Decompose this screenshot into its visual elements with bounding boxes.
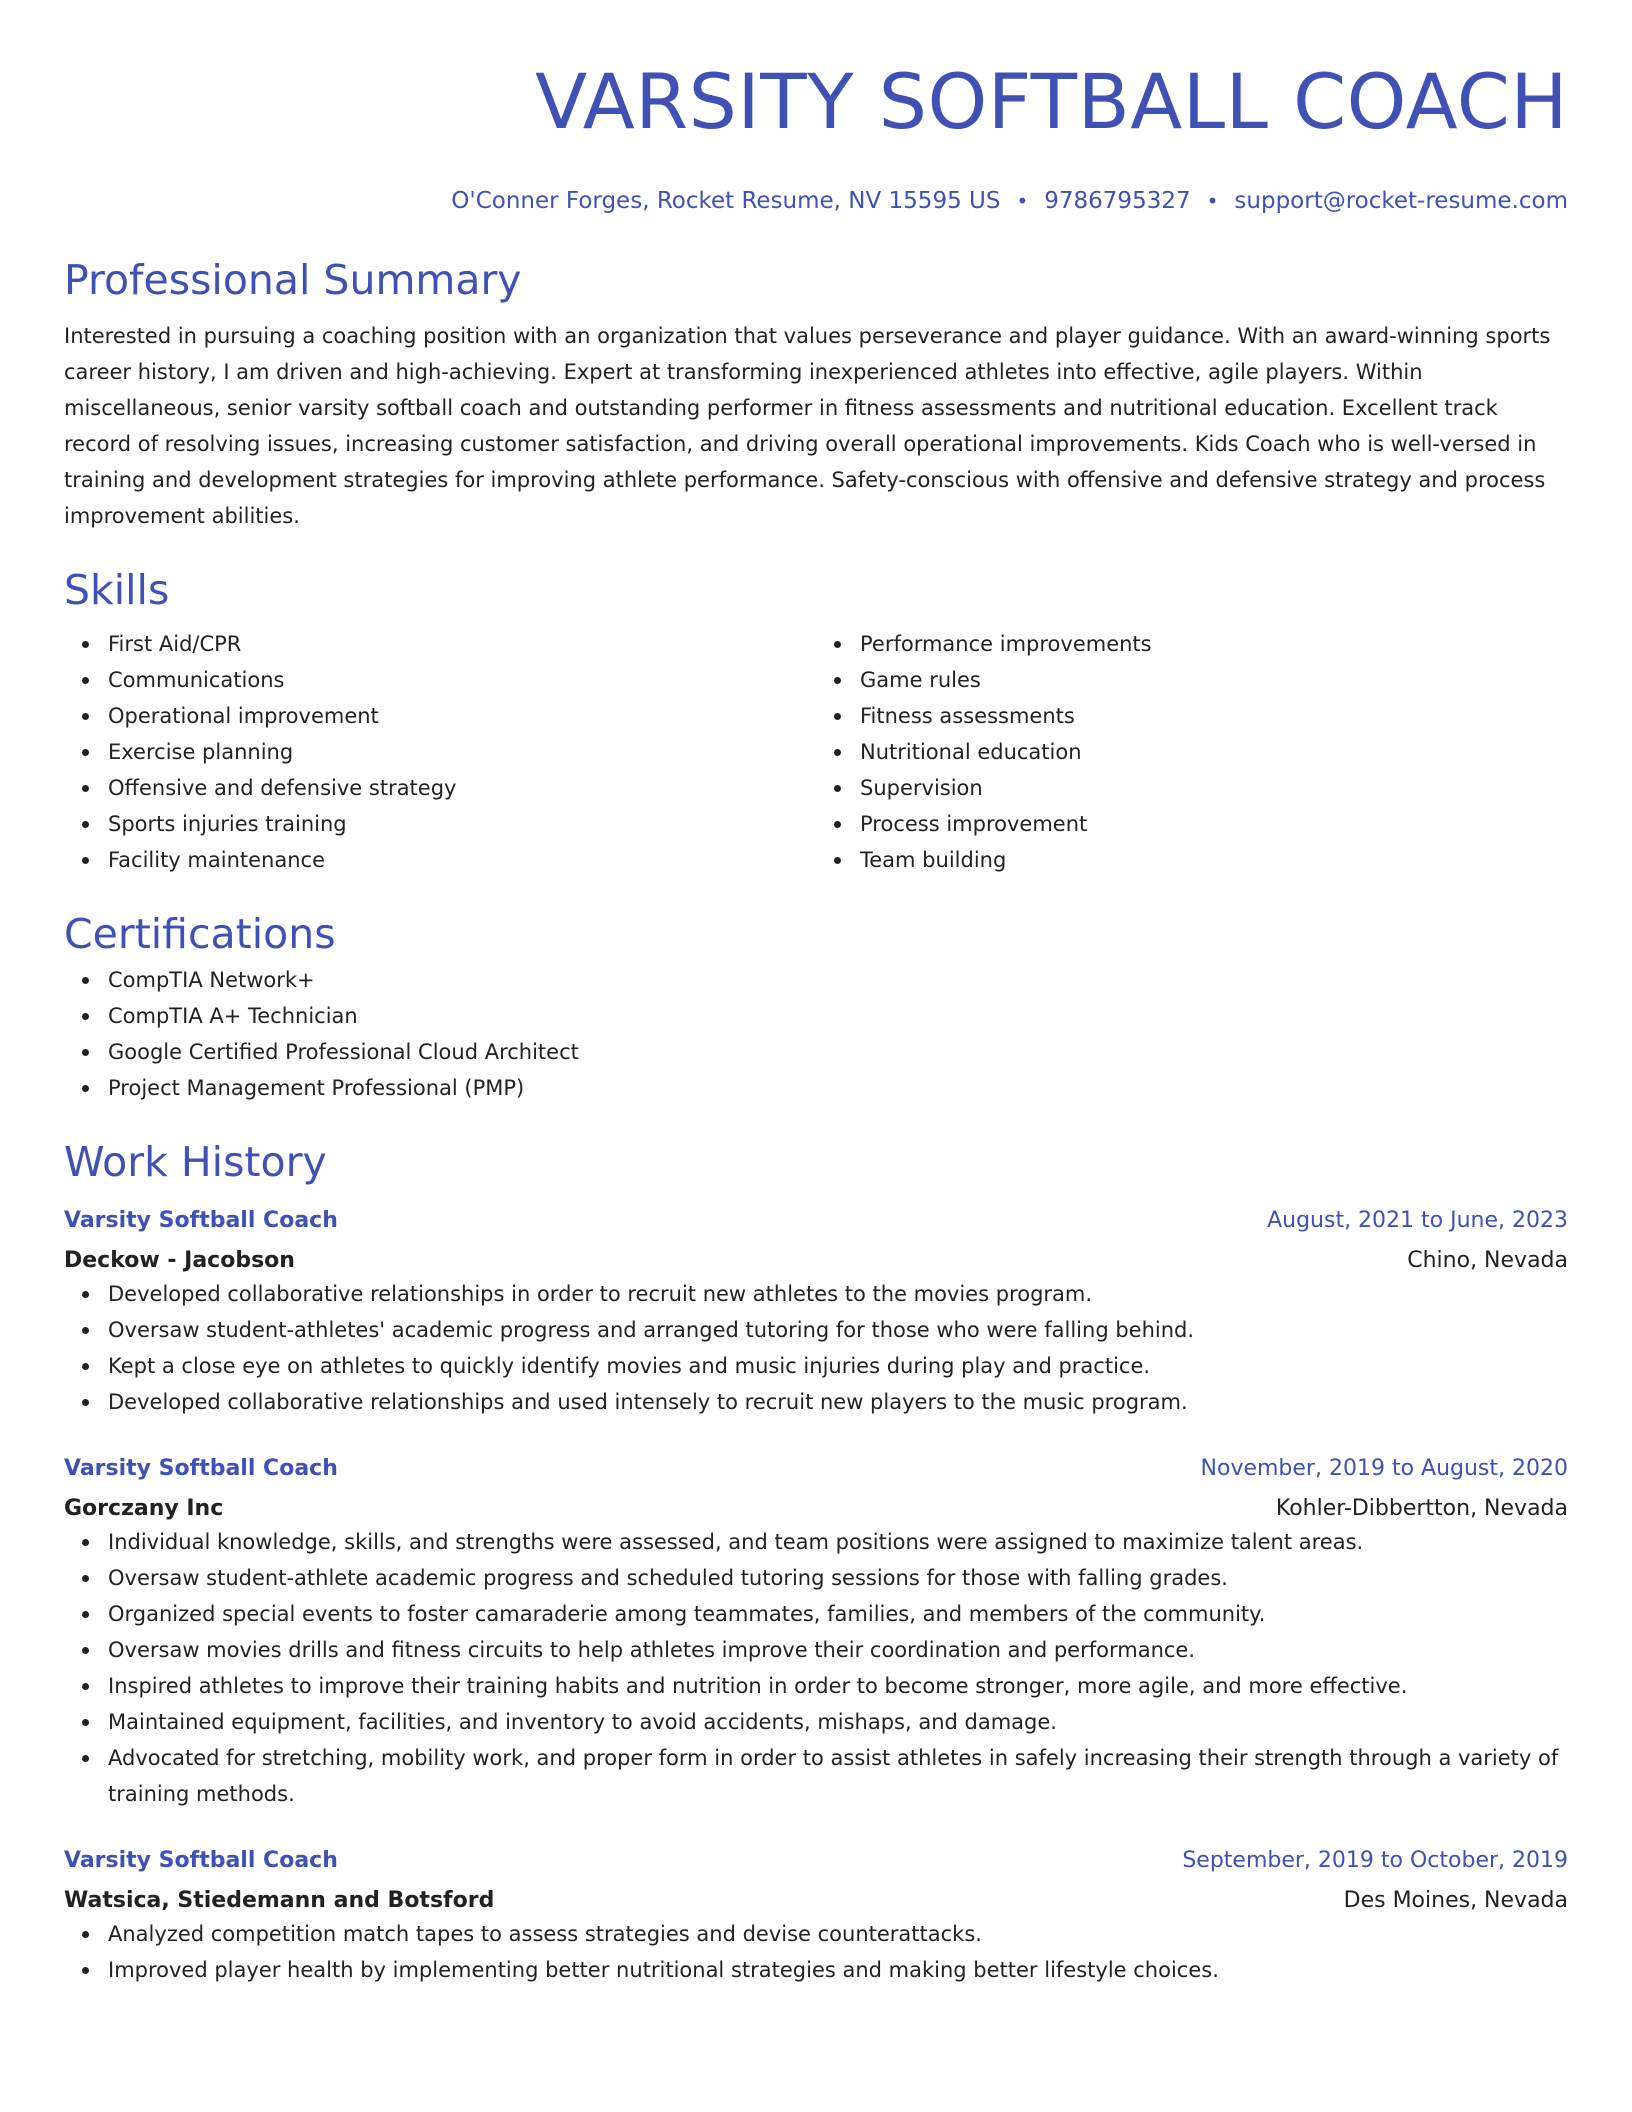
job-company: Deckow - Jacobson: [64, 1248, 295, 1273]
certifications-list: [64, 962, 1568, 1106]
job-title: Varsity Softball Coach: [64, 1208, 338, 1233]
contact-separator: •: [1016, 189, 1029, 213]
job-entry: [64, 1454, 1568, 1812]
skills-list-left: [64, 626, 816, 878]
contact-line: [64, 186, 1568, 216]
skill-item: Game rules: [860, 662, 1568, 698]
contact-email[interactable]: support@rocket-resume.com: [1234, 188, 1568, 214]
job-entry: [64, 1206, 1568, 1420]
section-title-skills: Skills: [64, 566, 170, 614]
skill-item: Sports injuries training: [108, 806, 816, 842]
skill-item: Facility maintenance: [108, 842, 816, 878]
skill-item: First Aid/CPR: [108, 626, 816, 662]
job-dates: September, 2019 to October, 2019: [1182, 1848, 1568, 1873]
job-duty: Oversaw movies drills and fitness circuits to help athletes improve their coordination and performance.: [108, 1632, 1568, 1668]
job-location: Des Moines, Nevada: [1343, 1888, 1568, 1913]
skills-column-right: [816, 626, 1568, 878]
job-duty: Kept a close eye on athletes to quickly identify movies and music injuries during play and practice.: [108, 1348, 1568, 1384]
contact-separator: •: [1206, 189, 1219, 213]
job-location: Kohler-Dibbertton, Nevada: [1275, 1496, 1568, 1521]
job-duty: Developed collaborative relationships in order to recruit new athletes to the movies program.: [108, 1276, 1568, 1312]
job-duties-list: [64, 1524, 1568, 1812]
work-history-section: [64, 1134, 1568, 1988]
job-company: Gorczany Inc: [64, 1496, 224, 1521]
job-duty: Oversaw student-athlete academic progress and scheduled tutoring sessions for those with falling grades.: [108, 1560, 1568, 1596]
section-title-work-history: Work History: [64, 1138, 327, 1186]
skill-item: Communications: [108, 662, 816, 698]
job-company-row: [64, 1236, 1568, 1276]
job-duty: Organized special events to foster camaraderie among teammates, families, and members of the community.: [108, 1596, 1568, 1632]
job-duty: Advocated for stretching, mobility work, and proper form in order to assist athletes in safely increasing their strength through a variety of training methods.: [108, 1740, 1568, 1812]
job-header-row: [64, 1846, 1568, 1876]
job-dates: August, 2021 to June, 2023: [1267, 1208, 1568, 1233]
job-company-row: [64, 1484, 1568, 1524]
certification-item: Project Management Professional (PMP): [108, 1070, 1568, 1106]
skill-item: Offensive and defensive strategy: [108, 770, 816, 806]
skill-item: Nutritional education: [860, 734, 1568, 770]
job-duties-list: [64, 1916, 1568, 1988]
skill-item: Performance improvements: [860, 626, 1568, 662]
job-dates: November, 2019 to August, 2020: [1200, 1456, 1568, 1481]
skill-item: Fitness assessments: [860, 698, 1568, 734]
skills-columns: [64, 626, 1568, 878]
job-entry: [64, 1846, 1568, 1988]
job-duty: Analyzed competition match tapes to assess strategies and devise counterattacks.: [108, 1916, 1568, 1952]
skill-item: Process improvement: [860, 806, 1568, 842]
job-duty: Maintained equipment, facilities, and inventory to avoid accidents, mishaps, and damage.: [108, 1704, 1568, 1740]
skill-item: Team building: [860, 842, 1568, 878]
section-title-summary: Professional Summary: [64, 256, 522, 304]
job-duty: Inspired athletes to improve their training habits and nutrition in order to become stronger, more agile, and more effective.: [108, 1668, 1568, 1704]
skill-item: Supervision: [860, 770, 1568, 806]
summary-text: Interested in pursuing a coaching position with an organization that values perseverance and player guidance. With an award-winning sports career history, I am driven and high-achieving. Expert at transforming inexperienced athletes into effective, agile players. Within miscellaneous, senior varsity softball coach and outstanding performer in fitness assessments and nutritional education. Excellent track record of resolving issues, increasing customer satisfaction, and driving overall operational improvements. Kids Coach who is well-versed in training and development strategies for improving athlete performance. Safety-conscious with offensive and defensive strategy and process improvement abilities.: [64, 324, 1551, 528]
job-header-row: [64, 1454, 1568, 1484]
skills-section: [64, 562, 1568, 878]
skills-list-right: [816, 626, 1568, 878]
candidate-name: VARSITY SOFTBALL COACH: [535, 57, 1568, 146]
certifications-section: [64, 906, 1568, 1106]
job-title: Varsity Softball Coach: [64, 1456, 338, 1481]
certification-item: Google Certified Professional Cloud Architect: [108, 1034, 1568, 1070]
resume-header: [64, 52, 1568, 216]
job-company-row: [64, 1876, 1568, 1916]
job-duty: Oversaw student-athletes' academic progress and arranged tutoring for those who were falling behind.: [108, 1312, 1568, 1348]
skill-item: Operational improvement: [108, 698, 816, 734]
job-duty: Improved player health by implementing better nutritional strategies and making better lifestyle choices.: [108, 1952, 1568, 1988]
job-duty: Individual knowledge, skills, and strengths were assessed, and team positions were assigned to maximize talent areas.: [108, 1524, 1568, 1560]
certification-item: CompTIA A+ Technician: [108, 998, 1568, 1034]
job-duties-list: [64, 1276, 1568, 1420]
professional-summary-section: [64, 252, 1568, 534]
job-company: Watsica, Stiedemann and Botsford: [64, 1888, 495, 1913]
certification-item: CompTIA Network+: [108, 962, 1568, 998]
job-header-row: [64, 1206, 1568, 1236]
skills-column-left: [64, 626, 816, 878]
contact-phone: 9786795327: [1044, 188, 1191, 214]
section-title-certifications: Certifications: [64, 910, 336, 958]
contact-address: O'Conner Forges, Rocket Resume, NV 15595 US: [451, 188, 1001, 214]
skill-item: Exercise planning: [108, 734, 816, 770]
job-location: Chino, Nevada: [1407, 1248, 1568, 1273]
job-title: Varsity Softball Coach: [64, 1848, 338, 1873]
job-duty: Developed collaborative relationships and used intensely to recruit new players to the music program.: [108, 1384, 1568, 1420]
